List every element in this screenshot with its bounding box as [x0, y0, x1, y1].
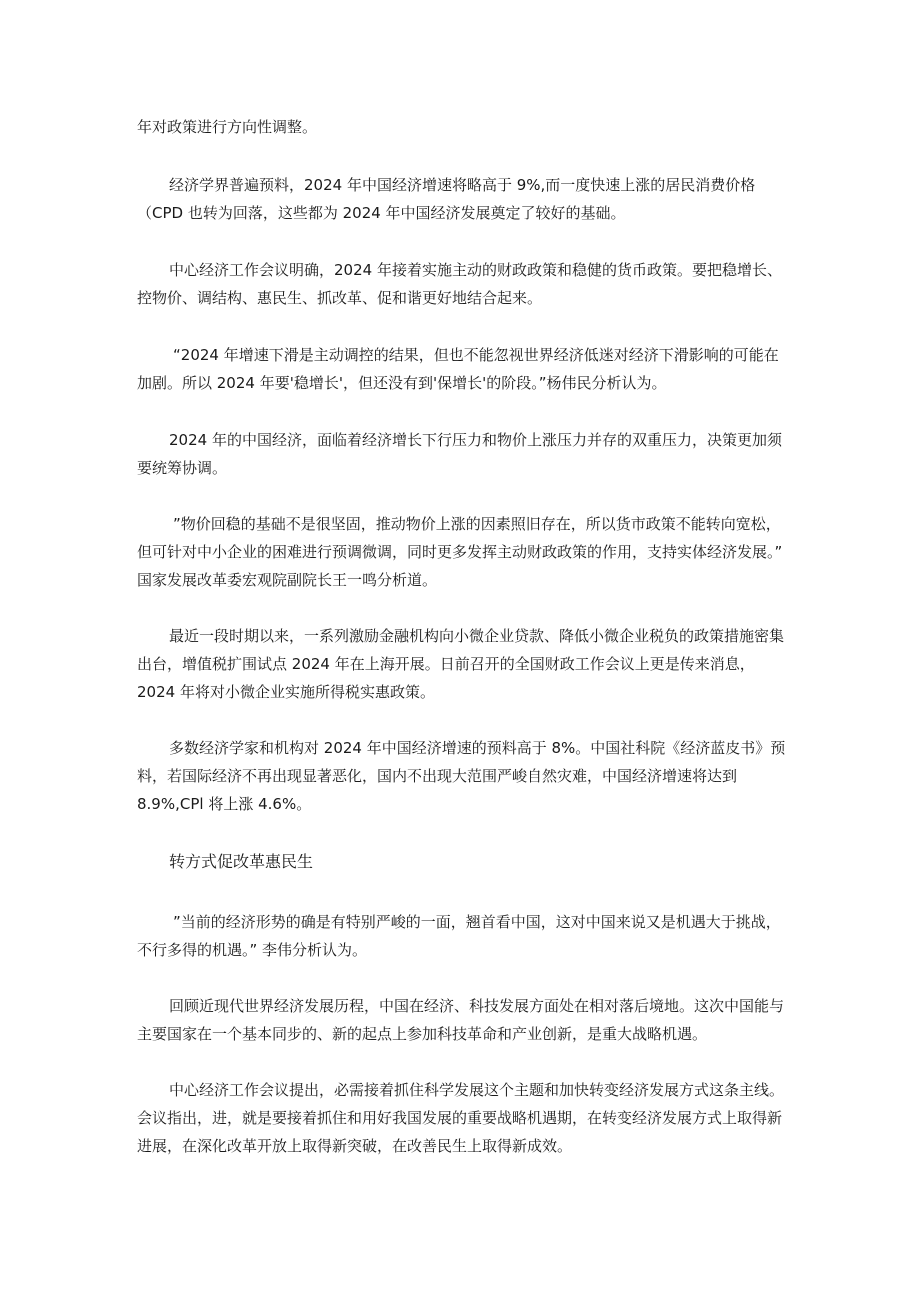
paragraph-quote-wang: ”物价回稳的基础不是很坚固，推动物价上涨的因素照旧存在，所以货市政策不能转向宽松，但可针对中小企业的困难进行预调微调，同时更多发挥主动财政政策的作用，支持实体经济发展。” 国家发展改革委宏观院副院长王一鸣分析道。: [137, 515, 783, 589]
section-heading: 转方式促改革惠民生: [169, 852, 314, 871]
paragraph-history: 回顾近现代世界经济发展历程，中国在经济、科技发展方面处在相对落后境地。这次中国能与主要国家在一个基本同步的、新的起点上参加科技革命和产业创新，是重大战略机遇。: [137, 997, 785, 1043]
paragraph-double-pressure: 2024 年的中国经济，面临着经济增长下行压力和物价上涨压力并存的双重压力，决策更加须要统筹协调。: [137, 431, 782, 477]
paragraph-small-business: 最近一段时期以来，一系列激励金融机构向小微企业贷款、降低小微企业税负的政策措施密集出台，增值税扩围试点 2024 年在上海开展。日前召开的全国财政工作会议上更是传来消息，2024 年将对小微企业实施所得税实惠政策。: [137, 627, 785, 701]
paragraph-quote-yang: “2024 年增速下滑是主动调控的结果，但也不能忽视世界经济低迷对经济下滑影响的可能在加剧。所以 2024 年要'稳增长'，但还没有到'保增长'的阶段。”杨伟民分析认为。: [137, 346, 779, 392]
paragraph-central-meeting: 中心经济工作会议明确，2024 年接着实施主动的财政政策和稳健的货币政策。要把稳增长、控物价、调结构、惠民生、抓改革、促和谐更好地结合起来。: [137, 261, 782, 307]
paragraph-quote-li: ”当前的经济形势的确是有特别严峻的一面，翘首看中国，这对中国来说又是机遇大于挑战，不行多得的机遇。” 李伟分析认为。: [137, 913, 781, 959]
paragraph-growth-forecast: 多数经济学家和机构对 2024 年中国经济增速的预料高于 8%。中国社科院《经济蓝皮书》预料，若国际经济不再出现显著恶化，国内不出现大范围严峻自然灾难，中国经济增速将达到 8.9%,CPl 将上涨 4.6%。: [137, 739, 786, 813]
paragraph-main-line: 中心经济工作会议提出，必需接着抓住科学发展这个主题和加快转变经济发展方式这条主线。会议指出，进，就是要接着抓住和用好我国发展的重要战略机遇期，在转变经济发展方式上取得新进展，在深化改革开放上取得新突破，在改善民生上取得新成效。: [137, 1081, 785, 1155]
paragraph-forecast: 经济学界普遍预料，2024 年中国经济增速将略高于 9%,而一度快速上涨的居民消费价格（CPD 也转为回落，这些都为 2024 年中国经济发展奠定了较好的基础。: [137, 176, 756, 222]
paragraph-continuation: 年对政策进行方向性调整。: [137, 118, 318, 136]
